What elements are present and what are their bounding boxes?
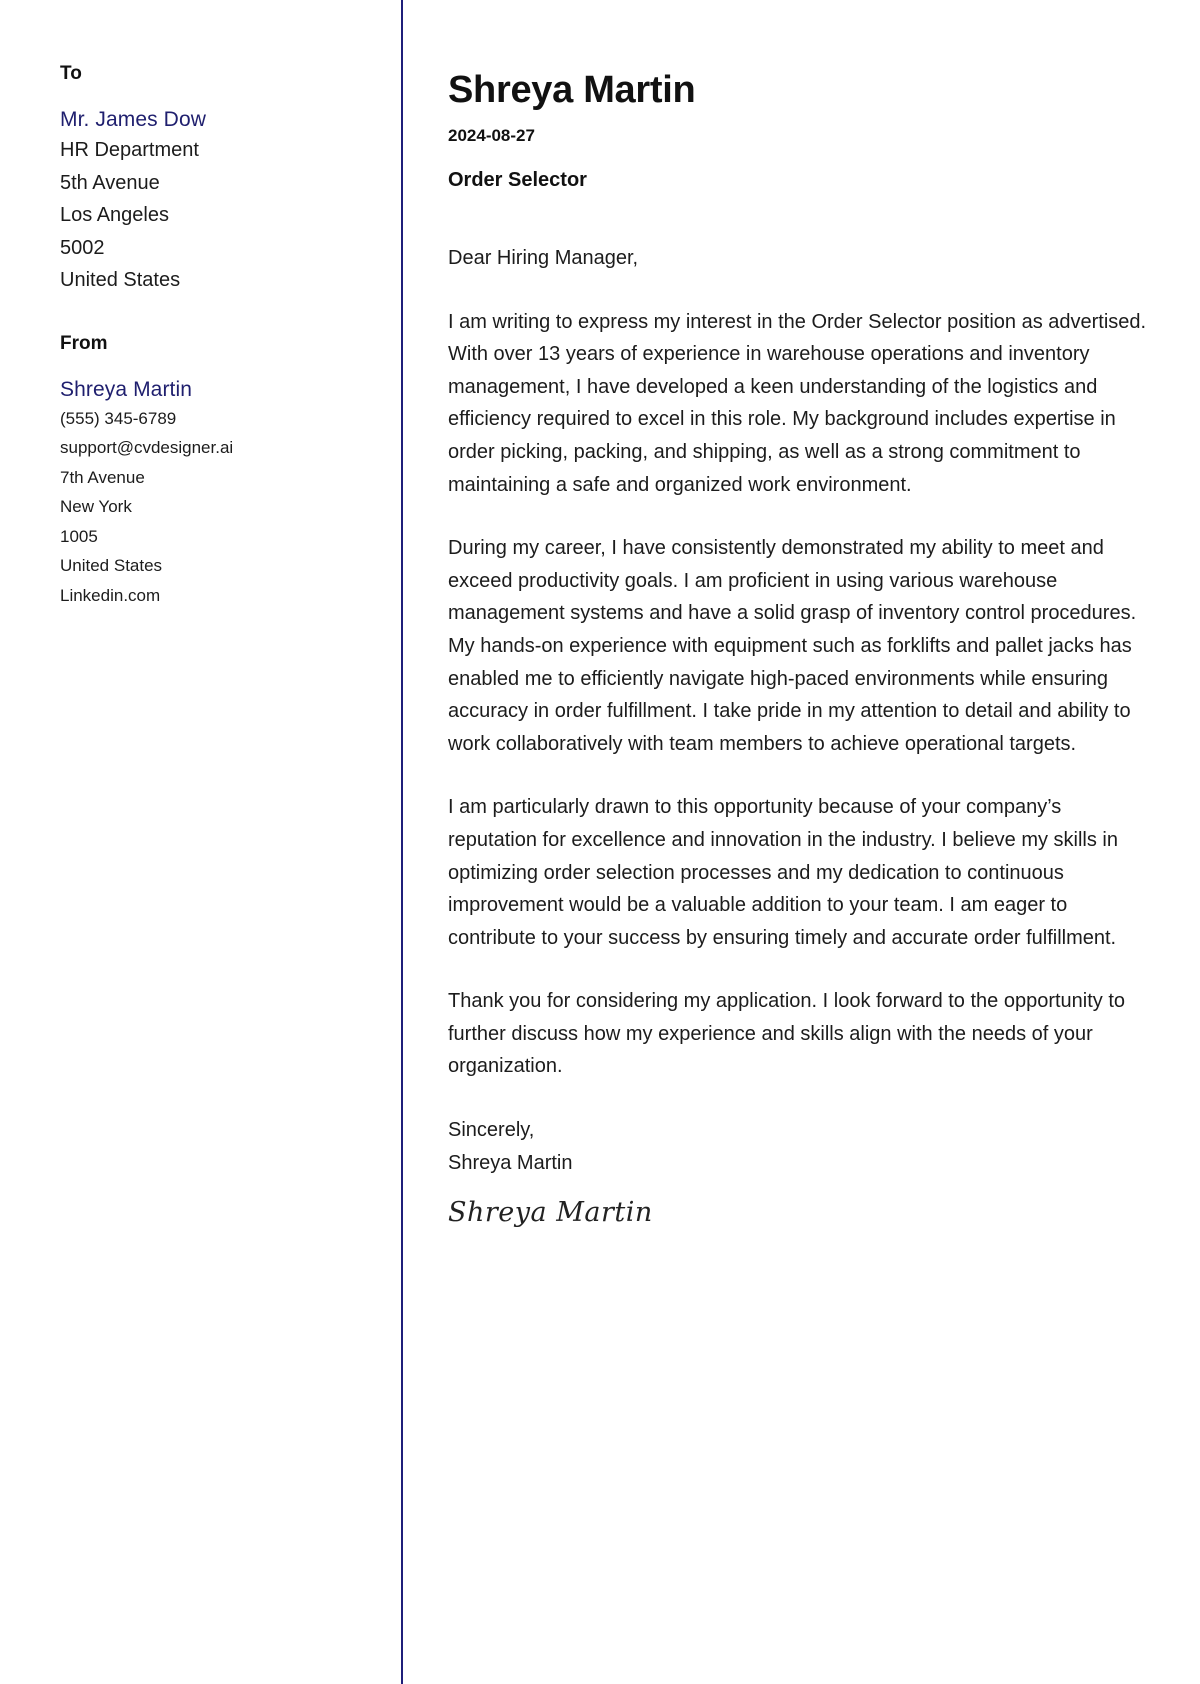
sender-block: [60, 332, 390, 611]
applicant-name: Shreya Martin: [448, 69, 696, 111]
sender-street: 7th Avenue: [60, 467, 145, 487]
sender-email: support@cvdesigner.ai: [60, 438, 234, 457]
sender-website: Linkedin.com: [60, 585, 161, 605]
letter-main: [448, 62, 1148, 1233]
sender-name: Shreya Martin: [60, 377, 193, 401]
sender-phone: (555) 345-6789: [60, 408, 177, 428]
recipient-country: United States: [60, 269, 181, 291]
letter-date: 2024-08-27: [448, 126, 535, 145]
recipient-zip: 5002: [60, 236, 105, 259]
closing-name: Shreya Martin: [448, 1151, 573, 1174]
sender-zip: 1005: [60, 526, 98, 546]
recipient-department: HR Department: [60, 139, 199, 161]
from-label: From: [60, 332, 108, 354]
paragraph-1: I am writing to express my interest in the Order Selector position as advertised. With over 13 years of experience in warehouse operations and inventory management, I have developed a keen understanding of the logistics and efficiency required to excel in this role. My background includes expertise in order picking, packing, and shipping, as well as a strong commitment to maintaining a safe and organized work environment.: [448, 310, 1147, 496]
closing: Sincerely,: [448, 1119, 535, 1142]
recipient-city: Los Angeles: [60, 204, 169, 226]
to-label: To: [60, 63, 82, 84]
sidebar: [0, 0, 403, 1684]
letter-body: [448, 242, 1148, 1233]
paragraph-3: I am particularly drawn to this opportunity because of your company’s reputation for excellence and innovation in the industry. I believe my skills in optimizing order selection processes and my dedication to continuous improvement would be a valuable addition to your team. I am eager to contribute to your success by ensuring timely and accurate order fulfillment.: [448, 796, 1118, 949]
sender-country: United States: [60, 556, 163, 575]
signature: Shreya Martin: [448, 1197, 653, 1229]
recipient-block: [60, 62, 390, 297]
sender-city: New York: [60, 497, 132, 516]
paragraph-2: During my career, I have consistently demonstrated my ability to meet and exceed productivity goals. I am proficient in using various warehouse management systems and have a solid grasp of inventory control procedures. My hands-on experience with equipment such as forklifts and pallet jacks has enabled me to efficiently navigate high-paced environments while ensuring accuracy in order fulfillment. I take pride in my attention to detail and ability to work collaboratively with team members to achieve operational targets.: [448, 537, 1137, 755]
greeting: Dear Hiring Manager,: [448, 247, 639, 269]
sidebar-content: [60, 62, 390, 610]
job-title: Order Selector: [448, 169, 587, 191]
recipient-name: Mr. James Dow: [60, 108, 206, 131]
paragraph-4: Thank you for considering my application. I look forward to the opportunity to further discuss how my experience and skills align with the needs of your organization.: [448, 990, 1126, 1078]
recipient-street: 5th Avenue: [60, 171, 160, 194]
